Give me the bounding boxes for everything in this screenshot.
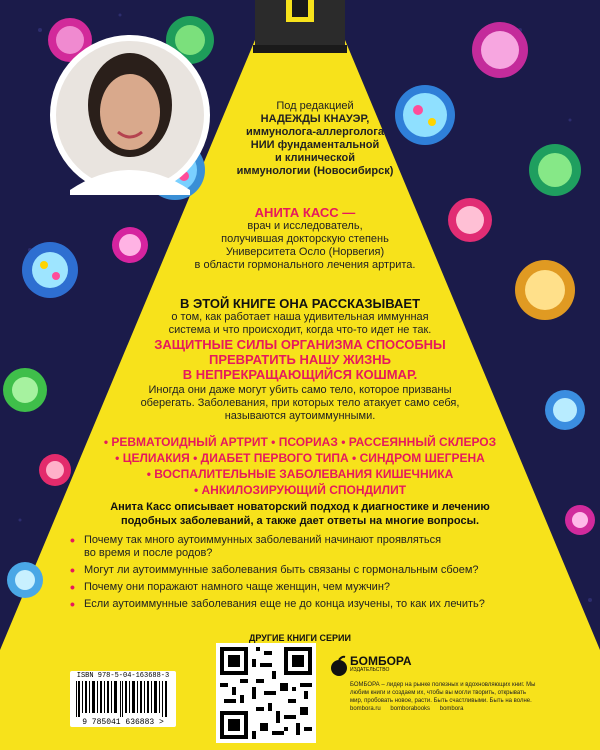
about-line: система и что происходит, когда что-то идет не так. — [168, 324, 432, 336]
disease-list — [60, 434, 540, 498]
publisher-social-links — [350, 706, 471, 712]
defense-line: Иногда они даже могут убить само тело, которое призваны — [148, 384, 452, 396]
author-desc-line: получившая докторскую степень — [221, 233, 389, 245]
editor-line: и клинической — [275, 152, 355, 164]
author-desc-line: врач и исследователь, — [247, 220, 363, 232]
virus-icon — [3, 368, 47, 412]
qr-code-icon — [216, 643, 316, 743]
virus-icon — [515, 260, 575, 320]
defense-heading-line: ПРЕВРАТИТЬ НАШУ ЖИЗНЬ — [208, 352, 392, 367]
about-body — [130, 311, 470, 337]
about-heading: В ЭТОЙ КНИГЕ ОНА РАССКАЗЫВАЕТ — [179, 296, 421, 311]
virus-icon — [565, 505, 595, 535]
editor-line: Под редакцией — [276, 100, 354, 112]
defense-heading-line: ЗАЩИТНЫЕ СИЛЫ ОРГАНИЗМА СПОСОБНЫ — [154, 337, 446, 352]
disease-item: РЕВМАТОИДНЫЙ АРТРИТ — [111, 435, 268, 449]
virus-icon — [22, 242, 78, 298]
question-line: • Могут ли аутоиммунные заболевания быть связаны с гормональным сбоем? — [84, 564, 479, 576]
about-line: о том, как работает наша удивительная иммунная — [171, 311, 429, 323]
question-line: • Если аутоиммунные заболевания еще не до конца изучены, то как их лечить? — [84, 598, 485, 610]
question-item — [70, 581, 540, 594]
qr-code[interactable] — [216, 643, 316, 743]
disease-row: • АНКИЛОЗИРУЮЩИЙ СПОНДИЛИТ — [193, 483, 407, 497]
disease-item: ЦЕЛИАКИЯ — [122, 451, 190, 465]
virus-icon — [112, 227, 148, 263]
author-desc-line: Университета Осло (Норвегия) — [225, 246, 385, 258]
publisher-subtitle: ИЗДАТЕЛЬСТВО — [350, 667, 390, 673]
question-item — [70, 534, 540, 560]
isbn-number: ISBN 978-5-04-163688-3 — [76, 672, 170, 680]
question-line: • Почему они поражают намного чаще женщин, чем мужчин? — [84, 581, 391, 593]
question-line: во время и после родов? — [84, 547, 213, 559]
website-link[interactable]: bombora.ru — [350, 706, 381, 712]
bombora-logo-icon — [330, 655, 348, 682]
defense-line: оберегать. Заболевания, при которых тело атакует само себя, — [140, 397, 460, 409]
defense-heading — [90, 337, 510, 382]
publisher-description: БОМБОРА – лидер на рынке полезных и вдохновляющих книг. Мы любим книги и создаем их, чтобы вы могли творить, открывать мир, пробовать новое, расти. Быть счастливыми. Быть на волне. — [350, 682, 536, 704]
publisher-logo: БОМБОРА — [350, 654, 412, 668]
question-item — [70, 564, 540, 577]
question-item — [70, 598, 540, 611]
editor-line: НИИ фундаментальной — [250, 139, 380, 151]
defense-heading-line: В НЕПРЕКРАЩАЮЩИЙСЯ КОШМАР. — [182, 367, 418, 382]
summary-line: подобных заболеваний, а также дает ответы на многие вопросы. — [120, 515, 480, 527]
disease-item: СИНДРОМ ШЕГРЕНА — [359, 451, 485, 465]
virus-icon — [529, 144, 581, 196]
vk-link[interactable]: bomborabooks — [390, 706, 431, 712]
disease-item: АНКИЛОЗИРУЮЩИЙ СПОНДИЛИТ — [201, 483, 407, 497]
author-face — [100, 74, 160, 150]
virus-icon — [7, 562, 43, 598]
author-desc-line: в области гормонального лечения артрита. — [194, 259, 416, 271]
author-description — [160, 220, 450, 272]
defense-body — [95, 384, 505, 423]
virus-icon — [545, 390, 585, 430]
author-name: АНИТА КАСС — — [254, 205, 356, 220]
disease-item: РАССЕЯННЫЙ СКЛЕРОЗ — [348, 435, 497, 449]
disease-item: ПСОРИАЗ — [278, 435, 338, 449]
summary-text — [50, 500, 550, 528]
editor-name: НАДЕЖДЫ КНАУЭР, — [260, 113, 370, 125]
virus-icon — [448, 198, 492, 242]
disease-row: • РЕВМАТОИДНЫЙ АРТРИТ • ПСОРИАЗ • РАССЕЯННЫЙ СКЛЕРОЗ — [103, 435, 497, 449]
disease-row: • ВОСПАЛИТЕЛЬНЫЕ ЗАБОЛЕВАНИЯ КИШЕЧНИКА — [146, 467, 454, 481]
disease-item: ДИАБЕТ ПЕРВОГО ТИПА — [200, 451, 349, 465]
disease-item: ВОСПАЛИТЕЛЬНЫЕ ЗАБОЛЕВАНИЯ КИШЕЧНИКА — [154, 467, 454, 481]
question-line: • Почему так много аутоиммунных заболеваний начинают проявляться — [84, 534, 442, 546]
editor-credit — [220, 100, 410, 178]
editor-line: иммунологии (Новосибирск) — [236, 165, 394, 177]
series-label: ДРУГИЕ КНИГИ СЕРИИ — [249, 633, 351, 643]
summary-line: Анита Касс описывает новаторский подход к диагностике и лечению — [110, 501, 490, 513]
defense-line: называются аутоиммунными. — [224, 410, 376, 422]
telegram-link[interactable]: bombora — [439, 706, 464, 712]
editor-line: иммунолога-аллерголога — [246, 126, 384, 138]
virus-icon — [472, 22, 528, 78]
question-list — [70, 534, 540, 615]
disease-row: • ЦЕЛИАКИЯ • ДИАБЕТ ПЕРВОГО ТИПА • СИНДРОМ ШЕГРЕНА — [115, 451, 485, 465]
barcode-digits: 9 785041 636883 > — [82, 718, 164, 727]
